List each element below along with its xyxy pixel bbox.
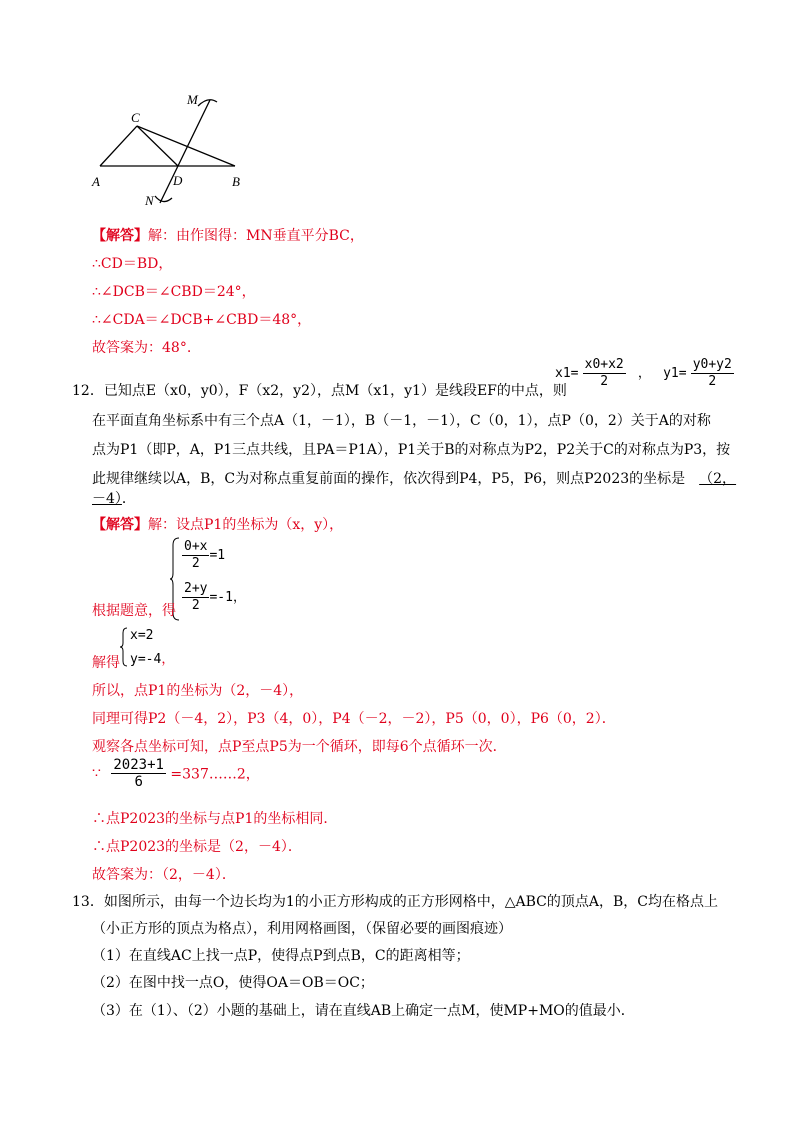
answer-12-line5: 同理可得P2（－4，2），P3（4，0），P4（－2，－2），P5（0，0），P6（0，2）． xyxy=(92,711,616,727)
answer-11-line: ∴CD＝BD， xyxy=(92,256,173,272)
label-D: D xyxy=(173,173,183,188)
answer-12-line8: ∴点P2023的坐标是（2，－4）． xyxy=(92,839,302,855)
midpoint-formula: x1= $\frac{x0+x2}{2}$ ， y1= $\frac{y0+y2}{2}$ xyxy=(555,357,732,389)
question-13-line2: （小正方形的顶点为格点），利用网格画图，（保留必要的画图痕迹） xyxy=(92,921,512,937)
answer-12-line6: 观察各点坐标可知，点P至点P5为一个循环，即每6个点循环一次． xyxy=(92,739,507,755)
label-B: B xyxy=(232,174,240,189)
segment-CD xyxy=(137,126,178,166)
answer-12-line3: 解得 xyxy=(92,655,120,671)
answer-12-line9: 故答案为：（2，－4）． xyxy=(92,867,236,883)
answer-12-line7: ∴点P2023的坐标与点P1的坐标相同． xyxy=(92,811,338,827)
answer-11-line: 故答案为：48°. xyxy=(92,340,192,356)
question-13-line1: 13．如图所示，由每一个边长均为1的小正方形构成的正方形网格中，△ABC的顶点A，B，C均在格点上 xyxy=(72,894,718,910)
answer-12-line1: 【解答】解：设点P1的坐标为（x，y）， xyxy=(92,517,344,533)
answer-11-line: 【解答】解：由作图得：MN垂直平分BC， xyxy=(92,228,364,244)
question-number: 13． xyxy=(72,894,104,910)
answer-blank-cont: －4） xyxy=(92,491,122,507)
question-12-line1: 12．已知点E（x0，y0），F（x2，y2），点M（x1，y1）是线段EF的中点，则 xyxy=(72,383,567,399)
answer-11-line: ∴∠DCB＝∠CBD＝24°， xyxy=(92,284,256,300)
answer-11 xyxy=(92,222,364,362)
label-C: C xyxy=(131,110,140,125)
segment-CB xyxy=(137,126,235,166)
question-12-line3: 点为P1（即P，A，P1三点共线，且PA＝P1A），P1关于B的对称点为P2，P2关于C的对称点为P3，按 xyxy=(92,442,731,458)
answer-12-line2: 根据题意，得 xyxy=(92,603,176,619)
answer-12-line4: 所以，点P1的坐标为（2，－4）， xyxy=(92,683,304,699)
geometry-figure xyxy=(85,88,265,213)
answer-11-line: ∴∠CDA＝∠DCB+∠CBD＝48°， xyxy=(92,312,312,328)
label-M: M xyxy=(187,92,198,107)
label-A: A xyxy=(92,174,100,189)
question-12-line4: 此规律继续以A，B，C为对称点重复前面的操作，依次得到P4，P5，P6，则点P2023的坐标是 （2， xyxy=(92,471,737,487)
label-N: N xyxy=(145,193,154,208)
answer-12-fraction-line: ∵ $\frac{2023+1}{6}$ =337……2， xyxy=(92,757,260,790)
question-13-sub1: （1）在直线AC上找一点P，使得点P到点B，C的距离相等； xyxy=(92,948,470,964)
question-12-line2: 在平面直角坐标系中有三个点A（1，－1），B（－1，－1），C（0，1），点P（0，2）关于A的对称 xyxy=(92,413,711,429)
segment-AC xyxy=(100,126,137,166)
line-MN xyxy=(160,100,210,203)
question-13-sub3: （3）在（1）、（2）小题的基础上，请在直线AB上确定一点M，使MP+MO的值最小． xyxy=(92,1003,635,1019)
question-13-sub2: （2）在图中找一点O，使得OA＝OB＝OC； xyxy=(92,975,374,991)
question-number: 12． xyxy=(72,383,104,399)
question-12-line5: －4）． xyxy=(92,491,136,507)
answer-blank: （2， xyxy=(699,471,737,487)
